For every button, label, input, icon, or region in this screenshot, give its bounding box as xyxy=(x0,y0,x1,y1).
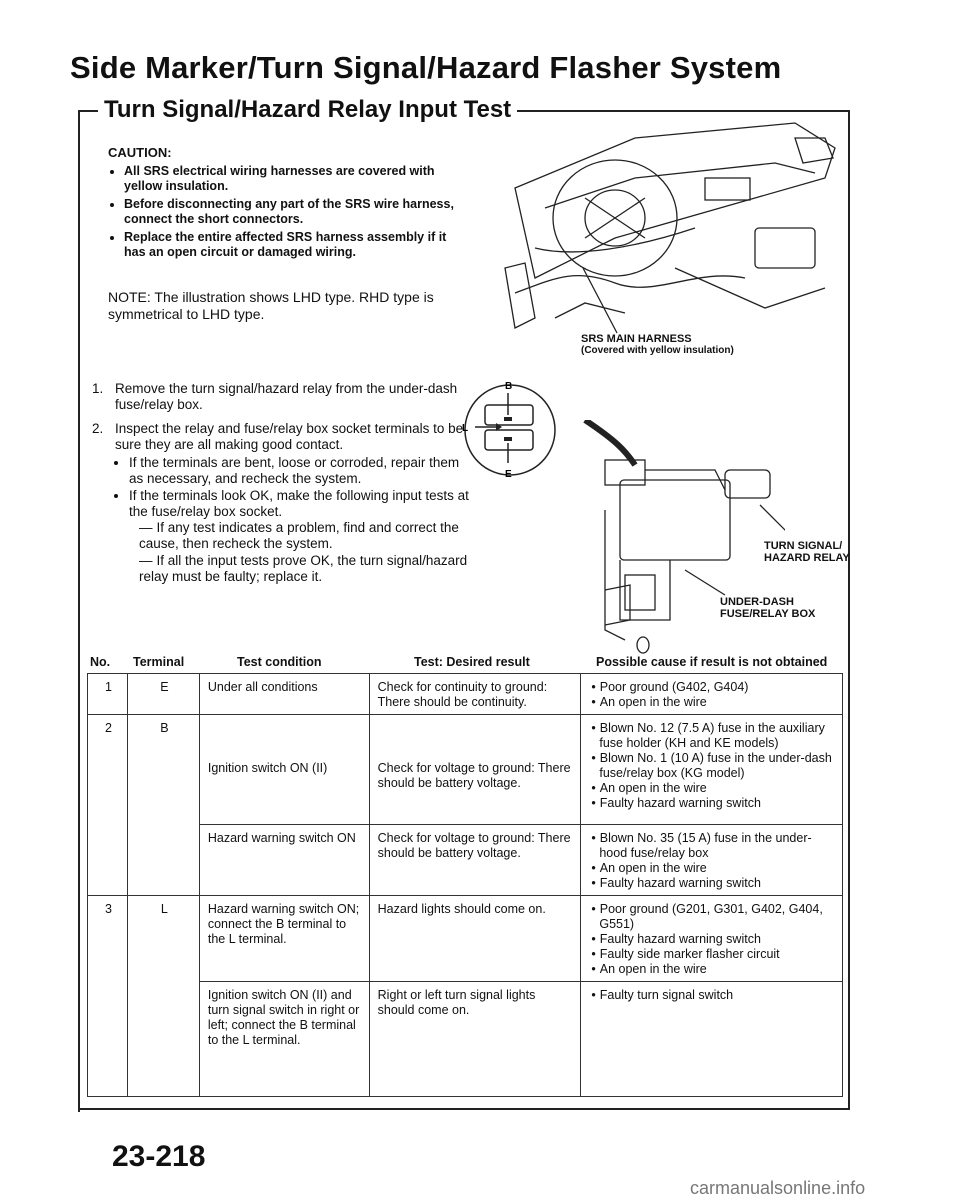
row-result: Right or left turn signal lights should come on. xyxy=(369,982,581,1097)
caution-item: • Replace the entire affected SRS harness assembly if it has an open circuit or damaged wiring. xyxy=(124,230,468,260)
table-row xyxy=(88,674,843,715)
step-subbullet: — If any test indicates a problem, find and correct the cause, then recheck the system. xyxy=(139,520,470,552)
step-bullet: • If the terminals look OK, make the following input tests at the fuse/relay box socket. — If any test indicates a problem, find and correct the cause, then recheck the system. — If all the input tests prove OK, the turn signal/hazard relay must be faulty; replace it. xyxy=(129,488,470,585)
step-number: 2. xyxy=(92,421,104,436)
step-text: Remove the turn signal/hazard relay from the under-dash fuse/relay box. xyxy=(115,381,458,412)
row-condition: Ignition switch ON (II) xyxy=(199,715,369,825)
procedure-steps xyxy=(90,381,470,594)
row-causes xyxy=(581,825,843,896)
cause-item: • An open in the wire xyxy=(589,695,836,710)
relay-socket-diagram xyxy=(450,375,570,485)
frame-bottom-border xyxy=(78,1108,850,1110)
step-subbullet: — If all the input tests prove OK, the turn signal/hazard relay must be faulty; replace it. xyxy=(139,553,470,585)
row-causes xyxy=(581,896,843,982)
cause-item: • Poor ground (G201, G301, G402, G404, G551) xyxy=(589,902,836,932)
terminal-e-label: E xyxy=(505,469,512,480)
step-1 xyxy=(90,381,470,413)
column-header-result: Test: Desired result xyxy=(414,655,530,669)
cause-item: • Faulty turn signal switch xyxy=(589,988,836,1003)
table-row xyxy=(88,825,843,896)
cause-item: • Blown No. 35 (15 A) fuse in the under-hood fuse/relay box xyxy=(589,831,836,861)
terminal-l-label: L xyxy=(462,423,469,434)
column-header-cause: Possible cause if result is not obtained xyxy=(596,655,828,669)
step-number: 1. xyxy=(92,381,104,396)
cause-item: • Faulty side marker flasher circuit xyxy=(589,947,836,962)
table-row xyxy=(88,982,843,1097)
row-condition: Ignition switch ON (II) and turn signal switch in right or left; connect the B terminal to the L terminal. xyxy=(199,982,369,1097)
page-number: 23-218 xyxy=(112,1140,206,1173)
column-header-terminal: Terminal xyxy=(133,655,185,669)
row-result: Check for voltage to ground: There should be battery voltage. xyxy=(369,825,581,896)
cause-item: • Faulty hazard warning switch xyxy=(589,932,836,947)
caution-list xyxy=(108,164,468,260)
cause-item: • An open in the wire xyxy=(589,962,836,977)
cause-item: • Blown No. 1 (10 A) fuse in the under-dash fuse/relay box (KG model) xyxy=(589,751,836,781)
fuse-relay-box-illustration xyxy=(565,420,785,660)
caution-box xyxy=(108,145,468,263)
step-2-subbullets xyxy=(129,520,470,585)
table-row xyxy=(88,715,843,825)
column-header-no: No. xyxy=(90,655,111,669)
input-test-table xyxy=(87,673,843,1097)
table-row xyxy=(88,896,843,982)
row-result: Check for continuity to ground: There should be continuity. xyxy=(369,674,581,715)
row-number: 2 xyxy=(88,715,128,896)
watermark: carmanualsonline.info xyxy=(690,1178,866,1198)
section-subtitle: Turn Signal/Hazard Relay Input Test xyxy=(98,96,517,124)
dashboard-illustration xyxy=(495,118,850,343)
row-causes xyxy=(581,715,843,825)
cause-item: • Blown No. 12 (7.5 A) fuse in the auxiliary fuse holder (KH and KE models) xyxy=(589,721,836,751)
step-text: Inspect the relay and fuse/relay box socket terminals to be sure they are all making good contact. xyxy=(115,421,464,452)
row-condition: Hazard warning switch ON xyxy=(199,825,369,896)
caution-item: • Before disconnecting any part of the SRS wire harness, connect the short connectors. xyxy=(124,197,468,227)
row-condition: Under all conditions xyxy=(199,674,369,715)
srs-harness-label: SRS MAIN HARNESS (Covered with yellow insulation) xyxy=(581,333,734,356)
fuse-box-label: UNDER-DASH FUSE/RELAY BOX xyxy=(720,596,816,620)
cause-item: • An open in the wire xyxy=(589,781,836,796)
row-terminal: L xyxy=(127,896,199,1097)
step-2 xyxy=(90,421,470,586)
lhd-note: NOTE: The illustration shows LHD type. RHD type is symmetrical to LHD type. xyxy=(108,289,434,322)
terminal-b-label: B xyxy=(505,381,513,392)
row-result: Hazard lights should come on. xyxy=(369,896,581,982)
step-2-bullets xyxy=(115,455,470,585)
row-number: 3 xyxy=(88,896,128,1097)
cause-item: • An open in the wire xyxy=(589,861,836,876)
step-bullet: • If the terminals are bent, loose or corroded, repair them as necessary, and recheck the system. xyxy=(129,455,470,487)
cause-item: • Faulty hazard warning switch xyxy=(589,876,836,891)
relay-label: TURN SIGNAL/ HAZARD RELAY xyxy=(764,540,850,564)
cause-item: • Poor ground (G402, G404) xyxy=(589,680,836,695)
row-terminal: E xyxy=(127,674,199,715)
row-condition: Hazard warning switch ON; connect the B terminal to the L terminal. xyxy=(199,896,369,982)
caution-item: • All SRS electrical wiring harnesses are covered with yellow insulation. xyxy=(124,164,468,194)
row-number: 1 xyxy=(88,674,128,715)
row-result: Check for voltage to ground: There should be battery voltage. xyxy=(369,715,581,825)
row-terminal: B xyxy=(127,715,199,896)
caution-heading: CAUTION: xyxy=(108,145,172,160)
row-causes xyxy=(581,982,843,1097)
column-header-condition: Test condition xyxy=(237,655,322,669)
page-title: Side Marker/Turn Signal/Hazard Flasher System xyxy=(70,50,782,85)
row-causes xyxy=(581,674,843,715)
cause-item: • Faulty hazard warning switch xyxy=(589,796,836,811)
